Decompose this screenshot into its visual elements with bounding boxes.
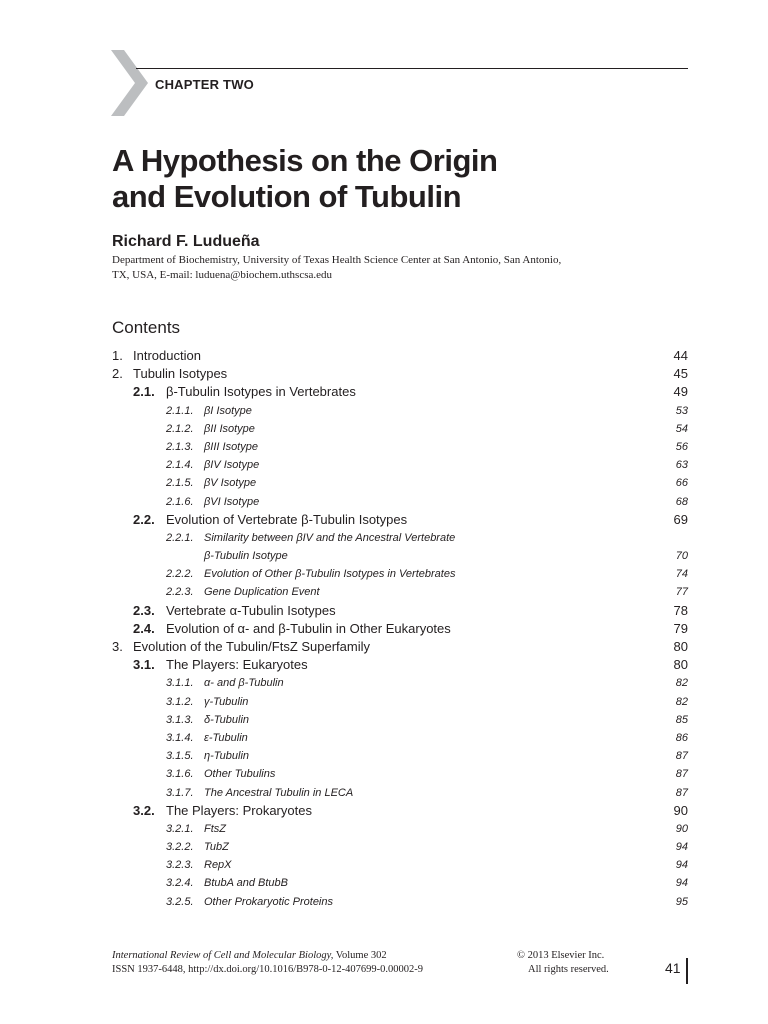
toc-entry-title: β-Tubulin Isotype xyxy=(204,550,288,563)
chapter-marker-icon xyxy=(111,48,151,118)
footer-issn-doi: ISSN 1937-6448, http://dx.doi.org/10.1016/B978-0-12-407699-0.00002-9 xyxy=(112,964,424,975)
toc-entry-title: Tubulin Isotypes xyxy=(133,366,228,382)
toc-entry-page: 94 xyxy=(675,877,688,890)
toc-entry-page: 82 xyxy=(675,677,688,690)
author-name: Richard F. Ludueña xyxy=(112,233,260,250)
toc-entry-page: 74 xyxy=(675,568,688,581)
toc-entry[interactable] xyxy=(112,583,688,601)
toc-entry[interactable] xyxy=(112,784,688,802)
toc-entry-number: 3.1.6. xyxy=(166,768,194,781)
toc-entry-number: 2.4. xyxy=(133,620,155,636)
toc-entry-title: β-Tubulin Isotypes in Vertebrates xyxy=(166,384,356,400)
toc-entry-page: 70 xyxy=(675,550,688,563)
toc-entry-number: 2. xyxy=(112,366,123,382)
toc-entry[interactable] xyxy=(112,693,688,711)
toc-entry-number: 3.2.3. xyxy=(166,859,194,872)
toc-entry-title: βIV Isotype xyxy=(204,459,260,472)
toc-entry[interactable] xyxy=(112,765,688,783)
toc-entry-page: 90 xyxy=(675,822,688,835)
toc-entry-page: 44 xyxy=(673,348,688,363)
toc-entry-page: 56 xyxy=(675,440,688,453)
toc-entry-title: βIII Isotype xyxy=(204,440,258,453)
toc-entry-number: 3.2. xyxy=(133,802,155,818)
toc-entry[interactable] xyxy=(112,820,688,838)
toc-entry-number: 2.1.6. xyxy=(166,495,194,508)
toc-entry-number: 3.1.2. xyxy=(166,695,194,708)
toc-entry[interactable] xyxy=(112,547,688,565)
toc-entry[interactable] xyxy=(112,893,688,911)
toc-entry[interactable] xyxy=(112,711,688,729)
toc-entry[interactable] xyxy=(112,874,688,892)
toc-entry-page: 94 xyxy=(675,859,688,872)
toc-entry[interactable] xyxy=(112,493,688,511)
footer-copyright xyxy=(516,949,609,977)
toc-entry-page: 87 xyxy=(675,786,688,799)
toc-entry[interactable] xyxy=(112,456,688,474)
toc-entry-page: 69 xyxy=(673,511,688,527)
toc-entry-page: 82 xyxy=(675,695,688,708)
toc-entry-title: The Players: Eukaryotes xyxy=(166,657,308,673)
toc-entry[interactable] xyxy=(112,511,688,529)
affiliation-line-2: TX, USA, E-mail: luduena@biochem.uthscsa.edu xyxy=(112,269,332,281)
toc-entry-page: 49 xyxy=(673,384,688,400)
toc-entry-number: 3.1.3. xyxy=(166,713,194,726)
toc-entry[interactable] xyxy=(112,638,688,656)
toc-entry-number: 2.1.4. xyxy=(166,459,194,472)
toc-entry-page: 90 xyxy=(673,802,688,818)
toc-entry-title: η-Tubulin xyxy=(204,750,250,763)
toc-entry-page: 85 xyxy=(675,713,688,726)
toc-entry[interactable] xyxy=(112,420,688,438)
toc-entry[interactable] xyxy=(112,383,688,401)
toc-entry-page: 66 xyxy=(675,477,688,490)
toc-entry[interactable] xyxy=(112,365,688,383)
toc-entry-number: 1. xyxy=(112,348,123,363)
chapter-title-line-2: and Evolution of Tubulin xyxy=(112,179,462,214)
toc-entry-page: 86 xyxy=(675,731,688,744)
toc-entry-number: 3.1.4. xyxy=(166,731,194,744)
toc-entry-number: 3.2.1. xyxy=(166,822,194,835)
toc-entry-title: Introduction xyxy=(133,348,201,363)
toc-entry-title: RepX xyxy=(204,859,232,872)
toc-entry[interactable] xyxy=(112,402,688,420)
toc-entry-page: 63 xyxy=(675,459,688,472)
toc-entry-title: Evolution of the Tubulin/FtsZ Superfamily xyxy=(133,639,371,654)
affiliation-line-1: Department of Biochemistry, University of Texas Health Science Center at San Antonio, San Antonio, xyxy=(112,254,562,266)
journal-name: International Review of Cell and Molecular Biology, xyxy=(112,950,334,961)
toc-entry-title: βVI Isotype xyxy=(204,495,260,508)
toc-entry-title: Other Prokaryotic Proteins xyxy=(204,895,333,908)
toc-entry[interactable] xyxy=(112,856,688,874)
toc-entry-title: βII Isotype xyxy=(204,422,255,435)
toc-entry-title: BtubA and BtubB xyxy=(204,877,288,890)
toc-entry-number: 2.1.3. xyxy=(166,440,194,453)
contents-heading: Contents xyxy=(112,318,181,337)
toc-entry-title: The Ancestral Tubulin in LECA xyxy=(204,786,354,799)
toc-entry-number: 2.1.5. xyxy=(166,477,194,490)
toc-entry-number: 3.1.5. xyxy=(166,750,194,763)
toc-entry[interactable] xyxy=(112,347,688,365)
toc-entry[interactable] xyxy=(112,620,688,638)
header-rule xyxy=(136,68,688,69)
page-number-bar xyxy=(686,958,688,984)
toc-entry-number: 2.1. xyxy=(133,384,155,400)
footer-citation xyxy=(112,949,532,977)
toc-entry-page: 45 xyxy=(673,366,688,382)
toc-entry-page: 94 xyxy=(675,841,688,854)
toc-entry-number: 3.1.7. xyxy=(166,786,194,799)
author-affiliation xyxy=(112,253,672,283)
toc-entry-title: Similarity between βIV and the Ancestral Vertebrate xyxy=(204,531,456,544)
toc-entry-title: Vertebrate α-Tubulin Isotypes xyxy=(166,602,336,618)
toc-entry[interactable] xyxy=(112,674,688,692)
toc-entry-number: 2.1.1. xyxy=(166,404,194,417)
toc-entry-title: Evolution of Vertebrate β-Tubulin Isotypes xyxy=(166,511,408,527)
rights-text: All rights reserved. xyxy=(528,964,609,975)
toc-entry-title: Evolution of α- and β-Tubulin in Other Eukaryotes xyxy=(166,620,451,636)
toc-entry-number: 2.2. xyxy=(133,511,155,527)
toc-entry-number: 2.1.2. xyxy=(166,422,194,435)
toc-entry[interactable] xyxy=(112,729,688,747)
toc-entry-number: 3.2.5. xyxy=(166,895,194,908)
toc-entry-title: α- and β-Tubulin xyxy=(204,677,284,690)
page-number: 41 xyxy=(665,960,681,976)
toc-entry-title: ε-Tubulin xyxy=(204,731,248,744)
toc-entry-title: Other Tubulins xyxy=(204,768,276,781)
toc-entry-number: 3.2.4. xyxy=(166,877,194,890)
toc-entry-number: 3. xyxy=(112,639,123,654)
toc-entry[interactable] xyxy=(112,802,688,820)
toc-entry-number: 2.2.2. xyxy=(166,568,194,581)
toc-entry-page: 78 xyxy=(673,602,688,618)
toc-entry-title: βV Isotype xyxy=(204,477,257,490)
toc-entry-page: 87 xyxy=(675,750,688,763)
toc-entry-page: 68 xyxy=(675,495,688,508)
toc-entry[interactable] xyxy=(112,602,688,620)
table-of-contents xyxy=(112,347,688,911)
toc-entry[interactable] xyxy=(112,838,688,856)
toc-entry-number: 2.2.3. xyxy=(166,586,194,599)
toc-entry-page: 54 xyxy=(675,422,688,435)
toc-entry[interactable] xyxy=(112,656,688,674)
footer-journal-line xyxy=(112,949,532,963)
toc-entry[interactable] xyxy=(112,438,688,456)
toc-entry[interactable] xyxy=(112,474,688,492)
toc-entry-number: 3.2.2. xyxy=(166,841,194,854)
toc-entry-page: 53 xyxy=(675,404,688,417)
toc-entry-title: Evolution of Other β-Tubulin Isotypes in Vertebrates xyxy=(204,568,456,581)
toc-entry-title: δ-Tubulin xyxy=(204,713,250,726)
toc-entry-page: 77 xyxy=(675,586,688,599)
toc-entry[interactable] xyxy=(112,747,688,765)
toc-entry[interactable] xyxy=(112,565,688,583)
toc-entry[interactable] xyxy=(112,529,688,547)
toc-entry-number: 2.2.1. xyxy=(166,531,194,544)
copyright-text: © 2013 Elsevier Inc. xyxy=(517,950,605,961)
toc-entry-page: 80 xyxy=(673,639,688,654)
toc-entry-page: 95 xyxy=(675,895,688,908)
chapter-title xyxy=(112,143,497,215)
chapter-label: CHAPTER TWO xyxy=(155,77,254,92)
toc-entry-page: 79 xyxy=(673,620,688,636)
toc-entry-title: TubZ xyxy=(204,841,229,854)
toc-entry-page: 87 xyxy=(675,768,688,781)
journal-volume: Volume 302 xyxy=(333,950,387,961)
toc-entry-title: βI Isotype xyxy=(204,404,252,417)
toc-entry-title: The Players: Prokaryotes xyxy=(166,802,312,818)
toc-entry-number: 3.1. xyxy=(133,657,155,673)
toc-entry-page: 80 xyxy=(673,657,688,673)
toc-entry-number: 2.3. xyxy=(133,602,155,618)
toc-entry-title: Gene Duplication Event xyxy=(204,586,320,599)
chapter-title-line-1: A Hypothesis on the Origin xyxy=(112,143,498,178)
toc-entry-number: 3.1.1. xyxy=(166,677,194,690)
toc-entry-title: FtsZ xyxy=(204,822,226,835)
toc-entry-title: γ-Tubulin xyxy=(204,695,249,708)
